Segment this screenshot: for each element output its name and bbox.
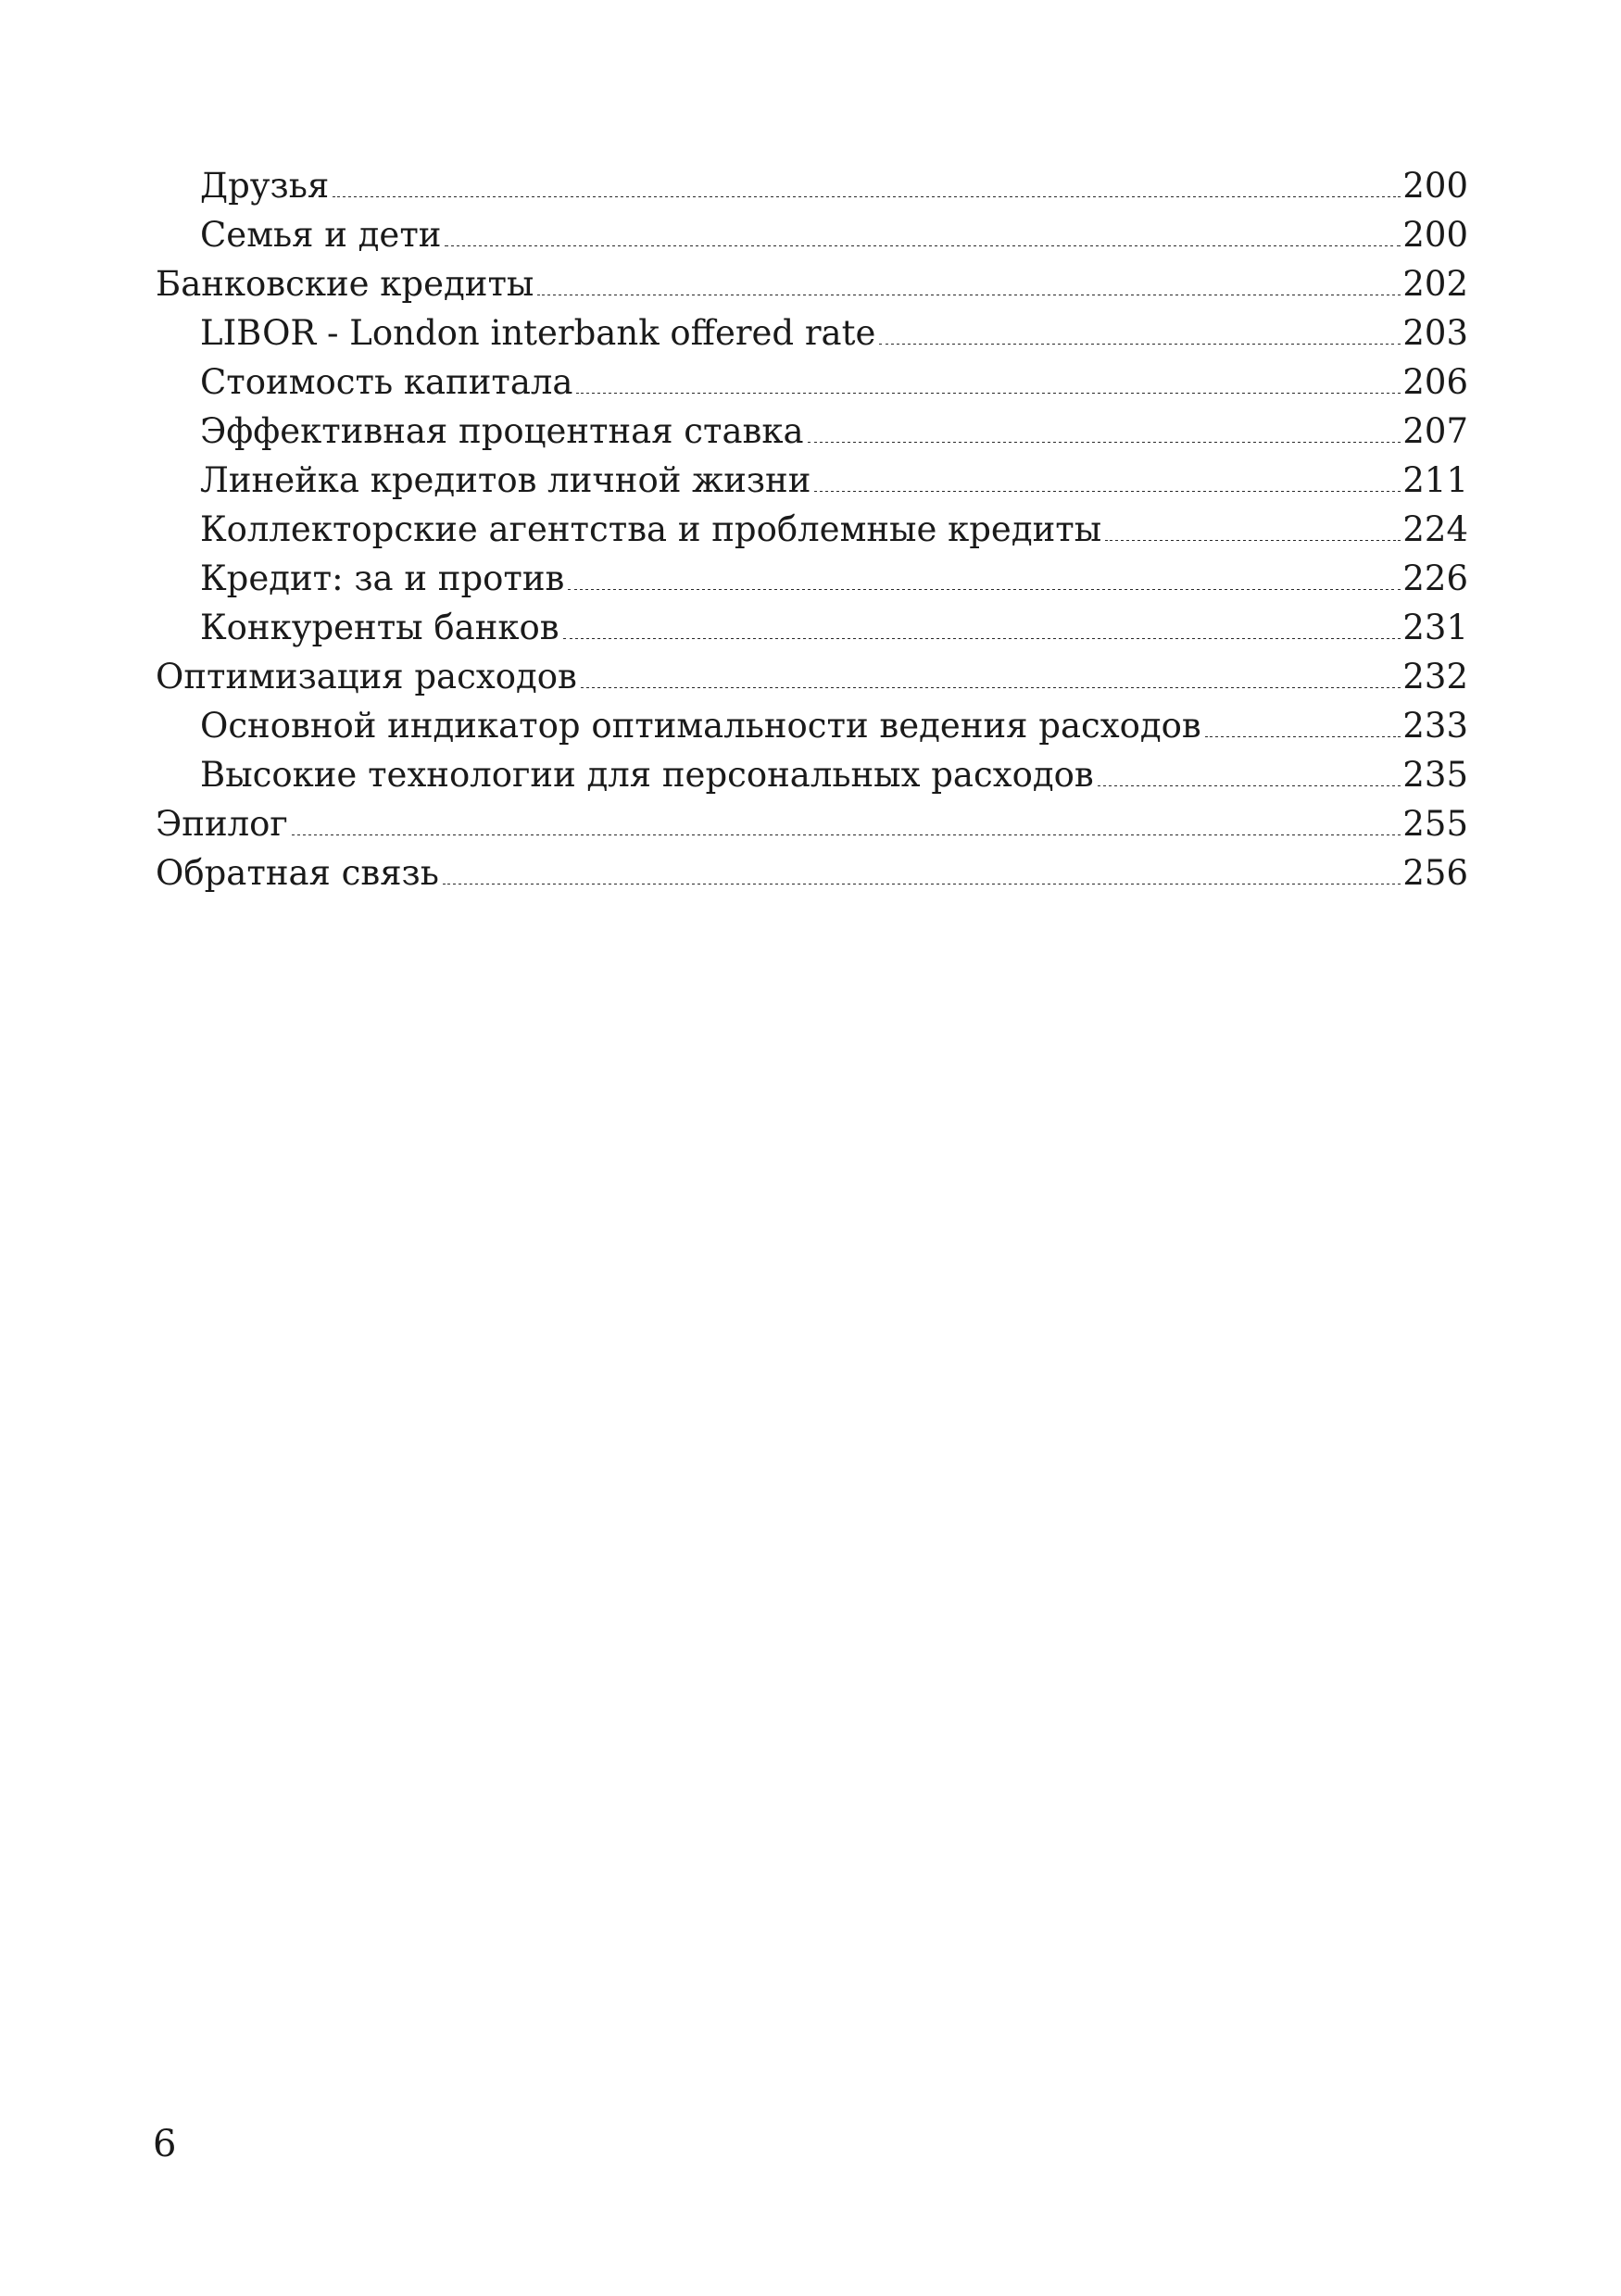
toc-entry-page: 224 (1402, 509, 1468, 549)
toc-entry[interactable] (156, 848, 1468, 897)
toc-entry-page: 207 (1402, 411, 1468, 451)
toc-entry-title: Банковские кредиты (156, 264, 534, 304)
toc-entry-page: 255 (1402, 804, 1468, 844)
dot-leader (814, 491, 1401, 492)
toc-entry-title: Линейка кредитов личной жизни (200, 460, 811, 500)
toc-entry[interactable] (156, 603, 1468, 652)
toc-entry-title: Семья и дети (200, 215, 442, 255)
toc-entry-title: Конкуренты банков (200, 608, 559, 647)
toc-entry-title: Эпилог (156, 804, 288, 844)
toc-entry-page: 200 (1402, 215, 1468, 255)
toc-entry-title: Коллекторские агентства и проблемные кредиты (200, 509, 1102, 549)
toc-entry[interactable] (156, 799, 1468, 848)
toc-entry[interactable] (156, 407, 1468, 456)
toc-entry[interactable] (156, 259, 1468, 308)
toc-entry-page: 206 (1402, 362, 1468, 402)
page-number: 6 (153, 2123, 177, 2165)
dot-leader (568, 589, 1401, 590)
toc-entry[interactable] (156, 505, 1468, 554)
toc-entry[interactable] (156, 308, 1468, 358)
toc-entry-page: 200 (1402, 166, 1468, 206)
dot-leader (1098, 785, 1401, 786)
dot-leader (292, 834, 1401, 835)
toc-entry[interactable] (156, 652, 1468, 701)
toc-entry-page: 256 (1402, 853, 1468, 893)
toc-entry-page: 233 (1402, 706, 1468, 746)
toc-entry-page: 211 (1402, 460, 1468, 500)
toc-entry[interactable] (156, 210, 1468, 259)
toc-entry-title: Стоимость капитала (200, 362, 573, 402)
dot-leader (445, 245, 1401, 246)
toc-entry[interactable] (156, 161, 1468, 210)
toc-entry[interactable] (156, 554, 1468, 603)
toc-entry-page: 232 (1402, 657, 1468, 696)
dot-leader (333, 196, 1401, 197)
toc-entry-title: Друзья (200, 166, 330, 206)
dot-leader (563, 638, 1401, 639)
dot-leader (443, 884, 1401, 885)
toc-entry-title: LIBOR - London interbank offered rate (200, 313, 876, 353)
toc-entry[interactable] (156, 456, 1468, 505)
toc-entry-title: Кредит: за и против (200, 558, 565, 598)
toc-entry-page: 235 (1402, 755, 1468, 795)
dot-leader (1205, 736, 1401, 737)
table-of-contents (156, 161, 1468, 897)
dot-leader (879, 344, 1401, 345)
toc-entry[interactable] (156, 701, 1468, 750)
toc-entry-title: Основной индикатор оптимальности ведения расходов (200, 706, 1201, 746)
toc-entry-title: Высокие технологии для персональных расходов (200, 755, 1094, 795)
dot-leader (1105, 540, 1401, 541)
toc-entry-title: Обратная связь (156, 853, 439, 893)
toc-entry-page: 203 (1402, 313, 1468, 353)
toc-entry-page: 226 (1402, 558, 1468, 598)
dot-leader (581, 687, 1401, 688)
toc-entry-page: 202 (1402, 264, 1468, 304)
dot-leader (576, 393, 1401, 394)
toc-entry[interactable] (156, 750, 1468, 799)
toc-entry-page: 231 (1402, 608, 1468, 647)
toc-entry-title: Эффективная процентная ставка (200, 411, 804, 451)
dot-leader (808, 442, 1401, 443)
toc-entry[interactable] (156, 358, 1468, 407)
toc-entry-title: Оптимизация расходов (156, 657, 577, 696)
